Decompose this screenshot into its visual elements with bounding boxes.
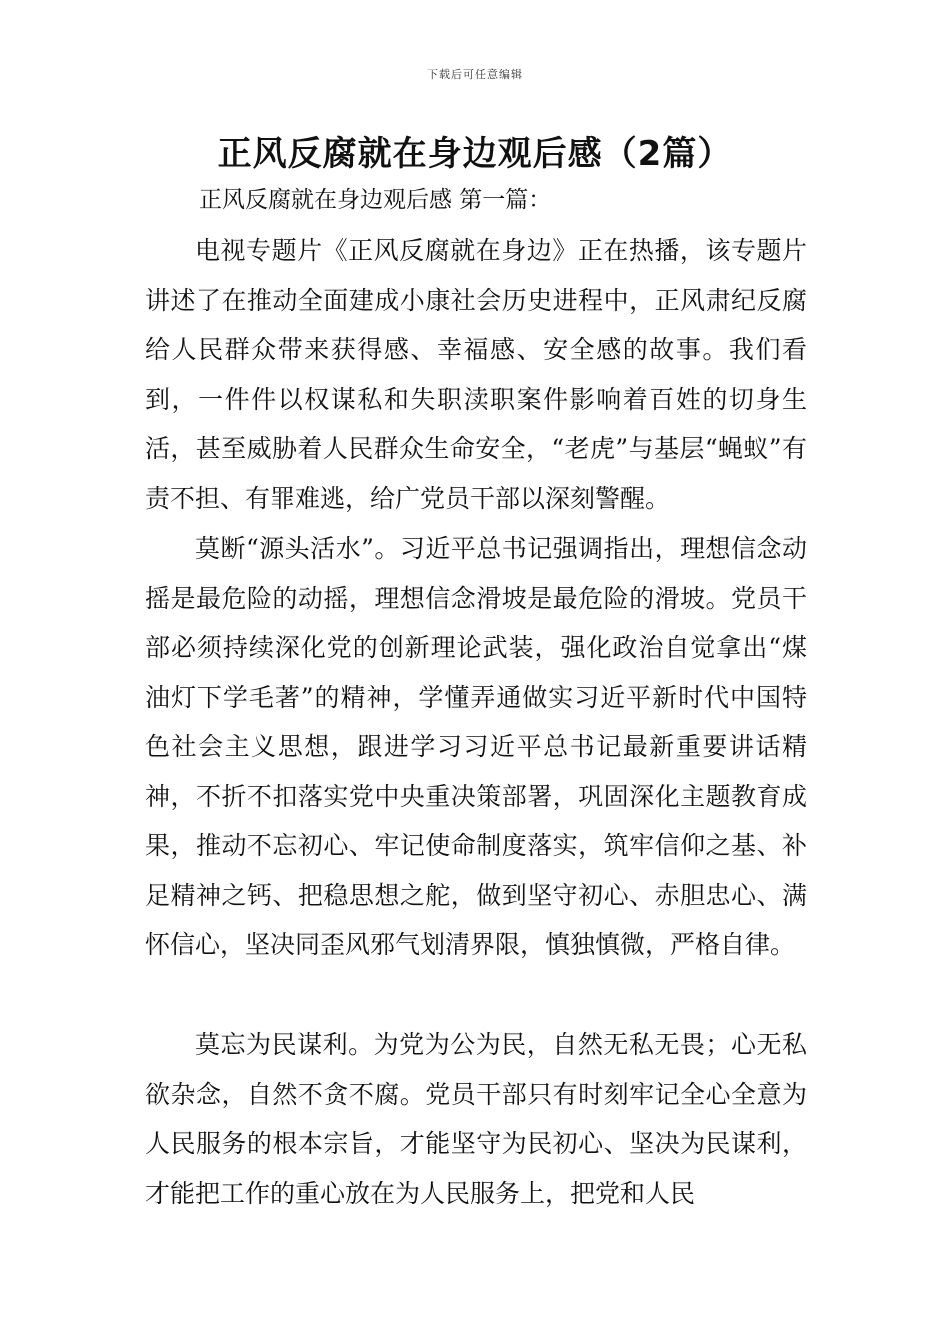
body-paragraph-2: 莫断“源头活水”。习近平总书记强调指出，理想信念动摇是最危险的动摇，理想信念滑坡是最危险的滑坡。党员干部必须持续深化党的创新理论武装，强化政治自觉拿出“煤油灯下学毛著”的精神，学懂弄通做实习近平新时代中国特色社会主义思想，跟进学习习近平总书记最新重要讲话精神，不折不扣落实党中央重决策部署，巩固深化主题教育成果，推动不忘初心、牢记使命制度落实，筑牢信仰之基、补足精神之钙、把稳思想之舵，做到坚守初心、赤胆忠心、满怀信心，坚决同歪风邪气划清界限，慎独慎微，严格自律。 bbox=[145, 534, 807, 959]
body-paragraph-3: 莫忘为民谋利。为党为公为民，自然无私无畏；心无私欲杂念，自然不贪不腐。党员干部只有时刻牢记全心全意为人民服务的根本宗旨，才能坚守为民初心、坚决为民谋利，才能把工作的重心放在为人民服务上，把党和人民 bbox=[145, 1030, 807, 1208]
document-title: 正风反腐就在身边观后感（2篇） bbox=[217, 134, 733, 174]
section-subtitle: 正风反腐就在身边观后感 第一篇： bbox=[199, 187, 552, 213]
header-note: 下载后可任意编辑 bbox=[427, 68, 523, 81]
body-paragraph-1: 电视专题片《正风反腐就在身边》正在热播，该专题片讲述了在推动全面建成小康社会历史进程中，正风肃纪反腐给人民群众带来获得感、幸福感、安全感的故事。我们看到，一件件以权谋私和失职渎职案件影响着百姓的切身生活，甚至威胁着人民群众生命安全，“老虎”与基层“蝇蚁”有责不担、有罪难逃，给广党员干部以深刻警醒。 bbox=[145, 236, 807, 513]
